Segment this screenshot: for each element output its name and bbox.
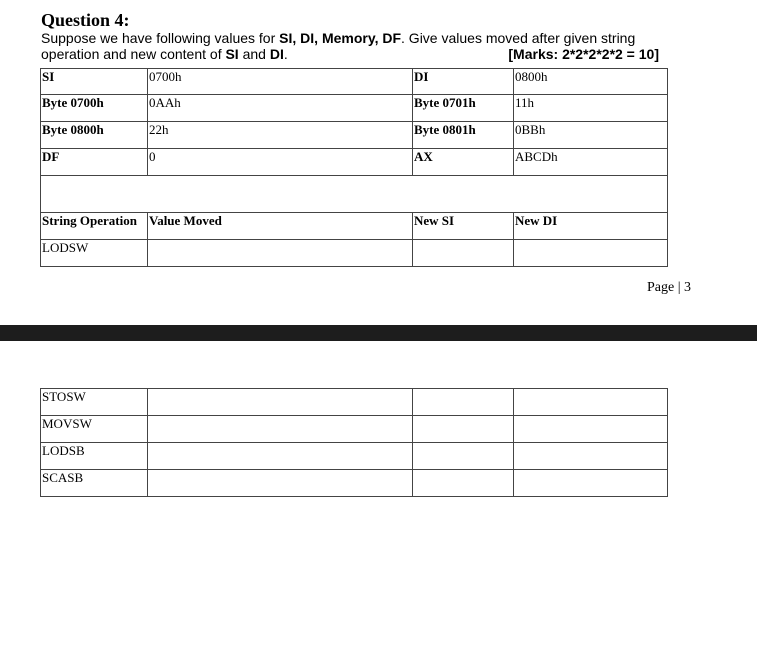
prompt-text: and: [238, 46, 270, 62]
table-row: [41, 240, 668, 267]
table-row: [41, 122, 668, 149]
prompt-bold-di: DI: [269, 46, 284, 62]
header-value-moved: Value Moved: [148, 213, 413, 240]
page-number: Page | 3: [647, 280, 692, 295]
cell-label: Byte 0801h: [413, 122, 514, 149]
table-row: [41, 149, 668, 176]
answer-cell: [514, 443, 668, 470]
cell-label: Byte 0800h: [41, 122, 148, 149]
cell-value: 22h: [148, 122, 413, 149]
answer-cell: [514, 389, 668, 416]
prompt-text: . Give values moved after given string operation and new content of: [41, 30, 636, 62]
prompt-text: Suppose we have following values for: [41, 30, 280, 46]
cell-label: Byte 0701h: [413, 95, 514, 122]
cell-value: ABCDh: [514, 149, 668, 176]
answer-cell: [514, 470, 668, 497]
table-header-row: [41, 213, 668, 240]
spacer-cell: [41, 176, 668, 213]
cell-operation: LODSB: [41, 443, 148, 470]
answer-cell: [413, 389, 514, 416]
answer-cell: [413, 443, 514, 470]
cell-label: DF: [41, 149, 148, 176]
question-title: Question 4:: [41, 10, 130, 30]
question-prompt: [41, 30, 659, 62]
cell-label: Byte 0700h: [41, 95, 148, 122]
header-string-operation: String Operation: [41, 213, 148, 240]
answer-cell: [148, 470, 413, 497]
answer-cell: [413, 416, 514, 443]
answer-cell: [413, 470, 514, 497]
answer-cell: [148, 240, 413, 267]
answer-cell: [514, 416, 668, 443]
cell-value: 0AAh: [148, 95, 413, 122]
header-new-si: New SI: [413, 213, 514, 240]
cell-value: 0800h: [514, 69, 668, 95]
table-row-spacer: [41, 176, 668, 213]
answer-cell: [148, 389, 413, 416]
prompt-text: .: [283, 46, 288, 62]
page-break-bar: [0, 325, 757, 341]
cell-value: 0BBh: [514, 122, 668, 149]
cell-label: AX: [413, 149, 514, 176]
answer-cell: [413, 240, 514, 267]
table-row: [41, 95, 668, 122]
cell-label: DI: [413, 69, 514, 95]
table-row: [41, 443, 668, 470]
cell-value: 11h: [514, 95, 668, 122]
table-row: [41, 69, 668, 95]
page1-table: [40, 68, 668, 267]
header-new-di: New DI: [514, 213, 668, 240]
prompt-bold-vars: SI, DI, Memory, DF: [279, 30, 402, 46]
marks-label: [Marks: 2*2*2*2*2 = 10]: [508, 46, 659, 62]
cell-operation: SCASB: [41, 470, 148, 497]
table-row: [41, 389, 668, 416]
cell-value: 0: [148, 149, 413, 176]
cell-operation: STOSW: [41, 389, 148, 416]
table-row: [41, 416, 668, 443]
cell-operation: MOVSW: [41, 416, 148, 443]
page2-table: [40, 388, 668, 497]
cell-label: SI: [41, 69, 148, 95]
answer-cell: [514, 240, 668, 267]
table-row: [41, 470, 668, 497]
answer-cell: [148, 443, 413, 470]
prompt-bold-si: SI: [225, 46, 239, 62]
answer-cell: [148, 416, 413, 443]
cell-operation: LODSW: [41, 240, 148, 267]
cell-value: 0700h: [148, 69, 413, 95]
